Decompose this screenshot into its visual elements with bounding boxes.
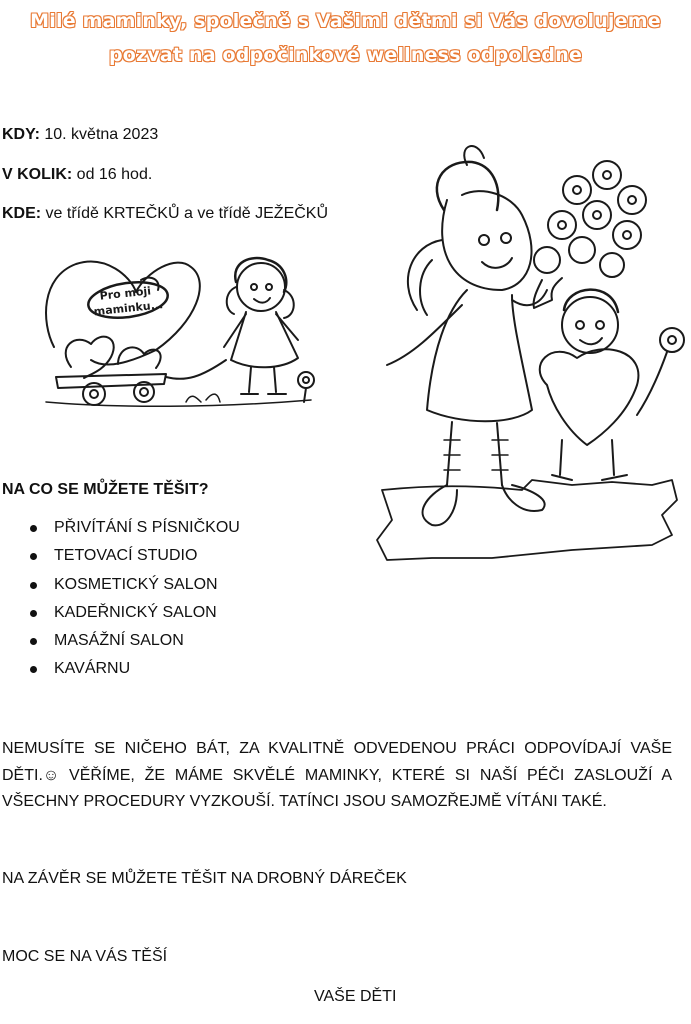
girl-with-heart-cart-illustration <box>36 252 326 417</box>
list-item-text: KOSMETICKÝ SALON <box>54 575 218 593</box>
bullet-icon <box>30 610 37 617</box>
features-heading: NA CO SE MŮŽETE TĚŠIT? <box>2 481 209 498</box>
time-value: od 16 hod. <box>72 166 153 183</box>
list-item-text: KADEŘNICKÝ SALON <box>54 603 217 621</box>
heart-text-line-2: maminku... <box>93 298 164 319</box>
list-item <box>0 599 240 627</box>
closing-line: MOC SE NA VÁS TĚŠÍ <box>2 948 168 965</box>
bullet-icon <box>30 582 37 589</box>
bullet-icon <box>30 525 37 532</box>
heart-text-line-1: Pro moji <box>99 284 152 303</box>
time-row <box>2 166 152 184</box>
bullet-icon <box>30 553 37 560</box>
bullet-icon <box>30 638 37 645</box>
list-item <box>0 627 240 655</box>
features-list <box>0 514 240 684</box>
bullet-icon <box>30 666 37 673</box>
where-value: ve třídě KRTEČKŮ a ve třídě JEŽEČKŮ <box>41 205 329 222</box>
children-with-flowers-illustration <box>372 140 690 565</box>
where-row <box>2 205 328 223</box>
gift-line: NA ZÁVĚR SE MŮŽETE TĚŠIT NA DROBNÝ DÁREČEK <box>2 870 407 887</box>
list-item <box>0 514 240 542</box>
title-line-1: Milé maminky, společně s Vašimi dětmi si Vás dovolujeme <box>30 10 661 32</box>
invitation-title <box>0 4 691 72</box>
when-value: 10. května 2023 <box>39 126 159 143</box>
list-item-text: TETOVACÍ STUDIO <box>54 547 198 565</box>
when-label: KDY: <box>2 126 40 143</box>
title-line-2: pozvat na odpočinkové wellness odpoledne <box>108 44 583 66</box>
where-label: KDE: <box>2 205 42 222</box>
time-label: V KOLIK: <box>2 166 73 183</box>
list-item-text: PŘIVÍTÁNÍ S PÍSNIČKOU <box>54 519 240 536</box>
list-item <box>0 542 240 570</box>
list-item-text: MASÁŽNÍ SALON <box>54 632 184 650</box>
signature: VAŠE DĚTI <box>314 988 397 1005</box>
list-item-text: KAVÁRNU <box>54 660 131 678</box>
reassurance-paragraph: NEMUSÍTE SE NIČEHO BÁT, ZA KVALITNĚ ODVEDENOU PRÁCI ODPOVÍDAJÍ VAŠE DĚTI.☺ VĚŘÍME, ŽE MÁME SKVĚLÉ MAMINKY, KTERÉ SI NAŠÍ PÉČI ZASLOUŽÍ A VŠECHNY PROCEDURY VYZKOUŠÍ. TATÍNCI JSOU SAMOZŘEJMĚ VÍTÁNI TAKÉ. <box>2 740 672 810</box>
list-item <box>0 655 240 683</box>
list-item <box>0 571 240 599</box>
when-row <box>2 126 158 144</box>
